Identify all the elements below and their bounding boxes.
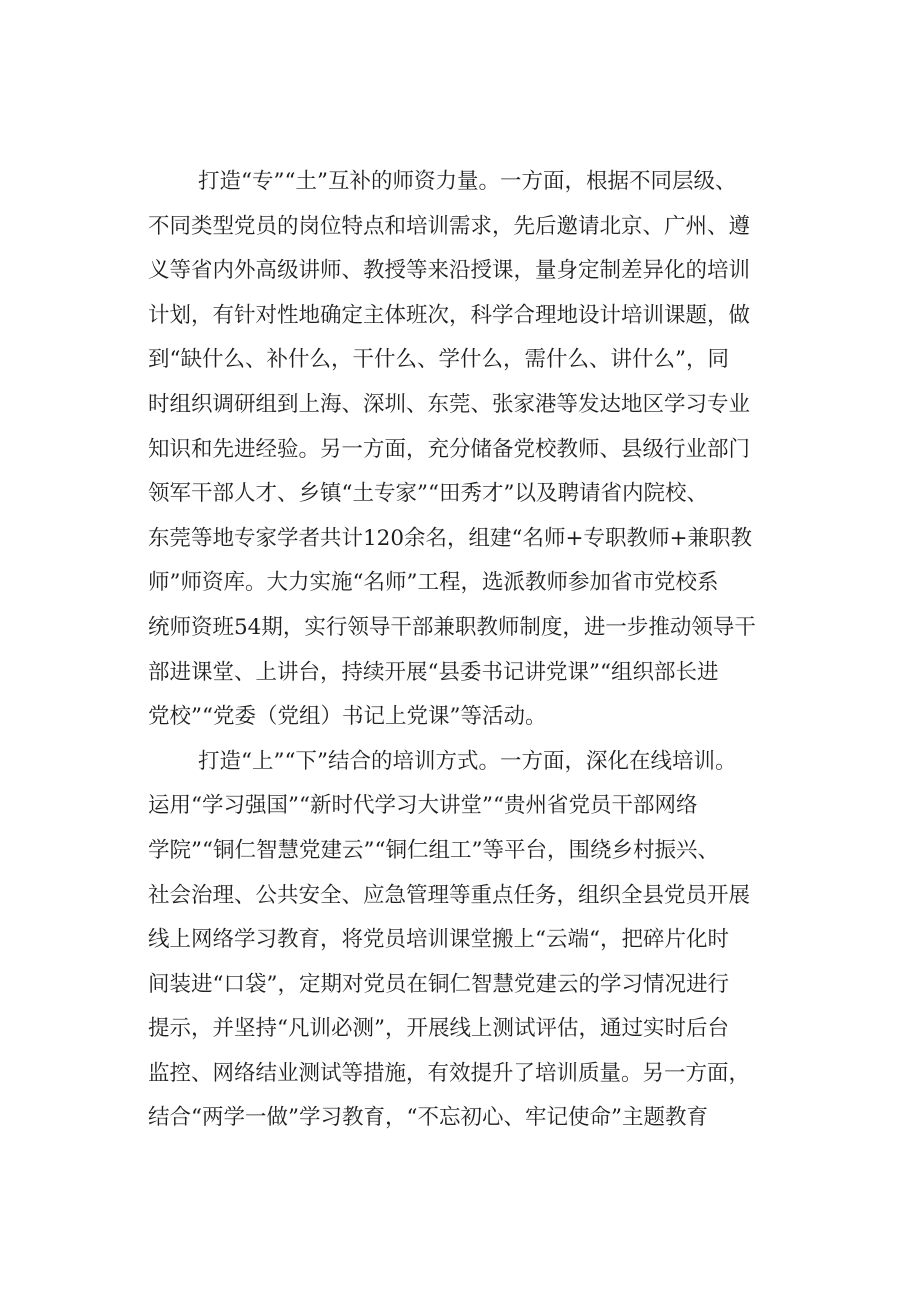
paragraph-faculty (148, 160, 808, 740)
text-line: 统师资班54期，实行领导干部兼职教师制度，进一步推动领导干 (148, 614, 756, 640)
text-line: 东莞等地专家学者共计120余名，组建“名师+专职教师+兼职教 (148, 525, 753, 551)
text-line: 部进课堂、上讲台，持续开展“县委书记讲党课”“组织部长进 (148, 659, 719, 685)
text-line: 师”师资库。大力实施“名师”工程，选派教师参加省市党校系 (148, 570, 719, 596)
text-line: 监控、网络结业测试等措施，有效提升了培训质量。另一方面， (148, 1060, 751, 1086)
text-line: 结合“两学一做”学习教育，“不忘初心、牢记使命”主题教育 (148, 1105, 708, 1131)
text-line: 不同类型党员的岗位特点和培训需求，先后邀请北京、广州、遵 (148, 213, 751, 239)
paragraph-training-methods (148, 740, 808, 1141)
text-line: 领军干部人才、乡镇“土专家”“田秀才”以及聘请省内院校、 (148, 481, 708, 507)
text-line: 党校”“党委（党组）书记上党课”等活动。 (148, 704, 547, 730)
text-line: 时组织调研组到上海、深圳、东莞、张家港等发达地区学习专业 (148, 391, 751, 417)
text-line: 线上网络学习教育，将党员培训课堂搬上“云端“，把碎片化时 (148, 927, 729, 953)
text-line: 到“缺什么、补什么，干什么、学什么，需什么、讲什么”，同 (148, 347, 729, 373)
text-line: 社会治理、公共安全、应急管理等重点任务，组织全县党员开展 (148, 882, 751, 908)
text-line: 学院”“铜仁智慧党建云”“铜仁组工”等平台，围绕乡村振兴、 (148, 837, 719, 863)
text-line: 知识和先进经验。另一方面，充分储备党校教师、县级行业部门 (148, 436, 751, 462)
text-line: 间装进“口袋”，定期对党员在铜仁智慧党建云的学习情况进行 (148, 971, 729, 997)
text-line: 打造“专”“土”互补的师资力量。一方面，根据不同层级、 (198, 169, 737, 194)
text-line: 打造“上”“下”结合的培训方式。一方面，深化在线培训。 (198, 748, 737, 774)
text-line: 计划，有针对性地确定主体班次，科学合理地设计培训课题，做 (148, 302, 751, 328)
text-line: 义等省内外高级讲师、教授等来沿授课，量身定制差异化的培训 (148, 258, 751, 284)
text-line: 运用“学习强国”“新时代学习大讲堂”“贵州省党员干部网络 (148, 793, 698, 819)
body-text (148, 160, 808, 1141)
text-line: 提示，并坚持“凡训必测”，开展线上测试评估，通过实时后台 (148, 1016, 729, 1042)
